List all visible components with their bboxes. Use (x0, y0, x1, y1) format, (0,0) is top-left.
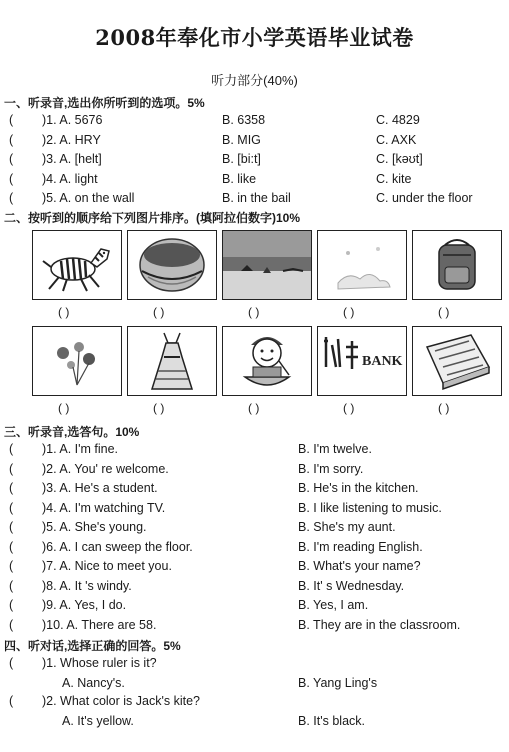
section2-heading: 二、按听到的顺序给下列图片排序。(填阿拉伯数字)10% (4, 211, 301, 225)
option-c: C. under the floor (376, 191, 473, 205)
option-b: B. Yes, I am. (298, 598, 369, 612)
s1-question-row (0, 133, 509, 151)
s3-question-row (0, 520, 509, 538)
picture-dress (127, 326, 217, 396)
dress-icon (128, 327, 216, 395)
option-a: )1. A. 5676 (42, 113, 103, 127)
option-a: )4. A. I'm watching TV. (42, 500, 166, 515)
option-a: )5. A. on the wall (42, 191, 135, 205)
answer-paren[interactable]: ( (9, 598, 14, 612)
option-b: B. I'm reading English. (298, 539, 423, 554)
s3-question-row (0, 618, 509, 636)
bowl-icon (128, 231, 216, 299)
s4-question-row (0, 694, 509, 712)
s4-question-row (0, 656, 509, 674)
option-a: A. Nancy's. (62, 676, 125, 690)
answer-paren[interactable]: ( (9, 481, 14, 495)
bank-sign-icon (318, 327, 406, 395)
order-blank-7[interactable]: ( ) (153, 401, 165, 415)
picture-flowers (32, 326, 122, 396)
picture-bank (317, 326, 407, 396)
option-a: )7. A. Nice to meet you. (42, 559, 172, 573)
answer-paren[interactable]: ( (9, 617, 14, 632)
answer-paren[interactable]: ( (9, 500, 14, 515)
picture-bowl (127, 230, 217, 300)
s3-question-row (0, 442, 509, 460)
picture-backpack (412, 230, 502, 300)
option-c: C. AXK (376, 132, 417, 147)
section1-heading: 一、听录音,选出你所听到的选项。5% (4, 96, 205, 110)
cloud-icon (318, 231, 406, 299)
option-a: )4. A. light (42, 171, 98, 186)
s3-question-row (0, 540, 509, 558)
s3-question-row (0, 462, 509, 480)
option-a: )8. A. It 's windy. (42, 578, 132, 593)
answer-paren[interactable]: ( (9, 656, 14, 670)
option-a: )6. A. I can sweep the floor. (42, 539, 193, 554)
answer-paren[interactable]: ( (9, 113, 14, 127)
option-b: B. He's in the kitchen. (298, 481, 419, 495)
option-a: )9. A. Yes, I do. (42, 598, 127, 612)
option-b: B. like (222, 171, 257, 186)
option-a: )3. A. [helt] (42, 152, 102, 166)
option-a: )5. A. She's young. (42, 520, 147, 534)
order-blank-3[interactable]: ( ) (248, 305, 260, 319)
option-a: )1. A. I'm fine. (42, 442, 119, 456)
section4-heading: 四、听对话,选择正确的回答。5% (4, 639, 181, 653)
s1-question-row (0, 113, 509, 131)
order-blank-4[interactable]: ( ) (343, 305, 355, 319)
s1-question-row (0, 172, 509, 190)
order-blank-9[interactable]: ( ) (343, 401, 355, 415)
answer-paren[interactable]: ( (9, 694, 14, 708)
order-blank-2[interactable]: ( ) (153, 305, 165, 319)
option-b: B. They are in the classroom. (298, 617, 461, 632)
bank-label: BANK (362, 354, 403, 369)
option-a: )10. A. There are 58. (42, 617, 157, 632)
answer-paren[interactable]: ( (9, 520, 14, 534)
flowers-icon (33, 327, 121, 395)
answer-paren[interactable]: ( (9, 132, 14, 147)
option-b: B. She's my aunt. (298, 520, 396, 534)
answer-paren[interactable]: ( (9, 171, 14, 186)
answer-paren[interactable]: ( (9, 191, 14, 205)
answer-paren[interactable]: ( (9, 461, 14, 476)
question-text: )1. Whose ruler is it? (42, 656, 157, 670)
landscape-icon (223, 231, 311, 299)
option-b: B. It's black. (298, 714, 365, 728)
zebra-icon (33, 231, 121, 299)
picture-landscape (222, 230, 312, 300)
option-a: )2. A. HRY (42, 132, 101, 147)
boy-eating-icon (223, 327, 311, 395)
s1-question-row (0, 191, 509, 209)
picture-book (412, 326, 502, 396)
order-blank-5[interactable]: ( ) (438, 305, 450, 319)
answer-paren[interactable]: ( (9, 578, 14, 593)
order-blank-1[interactable]: ( ) (58, 305, 70, 319)
order-blank-6[interactable]: ( ) (58, 401, 70, 415)
option-b: B. It' s Wednesday. (298, 578, 405, 593)
s3-question-row (0, 579, 509, 597)
answer-paren[interactable]: ( (9, 559, 14, 573)
s3-question-row (0, 559, 509, 577)
s3-question-row (0, 501, 509, 519)
s4-options-row (0, 714, 509, 732)
question-text: )2. What color is Jack's kite? (42, 694, 200, 708)
book-icon (413, 327, 501, 395)
option-a: A. It's yellow. (62, 714, 134, 728)
answer-paren[interactable]: ( (9, 539, 14, 554)
picture-cloud-scene (317, 230, 407, 300)
listening-subtitle: 听力部分(40%) (211, 73, 298, 88)
option-b: B. I'm twelve. (298, 442, 372, 456)
option-c: C. [kəʊt] (376, 152, 423, 166)
option-b: B. MIG (222, 132, 261, 147)
s3-question-row (0, 481, 509, 499)
option-b: B. Yang Ling's (298, 676, 378, 690)
option-a: )3. A. He's a student. (42, 481, 158, 495)
picture-zebra (32, 230, 122, 300)
option-b: B. in the bail (222, 191, 291, 205)
backpack-icon (413, 231, 501, 299)
s3-question-row (0, 598, 509, 616)
exam-title: 2008年奉化市小学英语毕业试卷 (95, 25, 414, 50)
option-b: B. [bi:t] (222, 152, 261, 166)
answer-paren[interactable]: ( (9, 442, 14, 456)
picture-boy-eating (222, 326, 312, 396)
option-b: B. What's your name? (298, 559, 421, 573)
section3-heading: 三、听录音,选答句。10% (4, 425, 140, 439)
option-b: B. I'm sorry. (298, 461, 364, 476)
s4-options-row (0, 676, 509, 694)
option-a: )2. A. You' re welcome. (42, 461, 169, 476)
s1-question-row (0, 152, 509, 170)
option-c: C. 4829 (376, 113, 420, 127)
order-blank-10[interactable]: ( ) (438, 401, 450, 415)
option-b: B. 6358 (222, 113, 266, 127)
option-c: C. kite (376, 171, 412, 186)
option-b: B. I like listening to music. (298, 500, 442, 515)
answer-paren[interactable]: ( (9, 152, 14, 166)
order-blank-8[interactable]: ( ) (248, 401, 260, 415)
